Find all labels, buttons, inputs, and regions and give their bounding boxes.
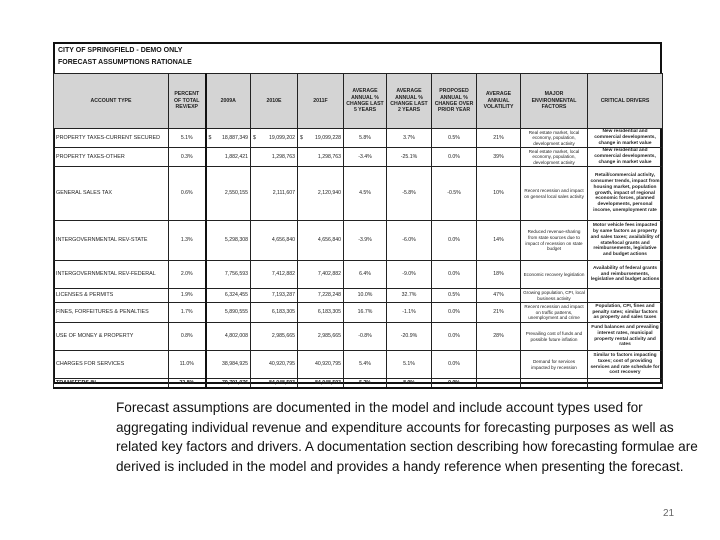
chg-5yr: 4.5% — [344, 167, 387, 221]
volatility: 39% — [477, 148, 521, 167]
col-header-env-factors: MAJOR ENVIRONMENTAL FACTORS — [521, 74, 588, 129]
critical-drivers: Similar to factors impacting taxes; cost of providing services and rate schedule for cost recovery — [588, 351, 663, 379]
env-factors: Reduced revenue-sharing from state sources due to impact of recession on state budget — [521, 221, 588, 261]
percent-of-total: 2.0% — [169, 261, 206, 289]
value-2010e: 1,298,763 — [251, 148, 298, 167]
account-type: INTERGOVERNMENTAL REV-STATE — [54, 221, 169, 261]
amount: 18,887,349 — [222, 134, 248, 141]
table-header-row — [54, 74, 663, 129]
col-header-proposed: PROPOSED ANNUAL % CHANGE OVER PRIOR YEAR — [432, 74, 477, 129]
sheet-title-line1: CITY OF SPRINGFIELD - DEMO ONLY — [58, 47, 183, 54]
value-2010e: 40,920,795 — [251, 351, 298, 379]
value-2011f: 7,228,248 — [298, 289, 344, 303]
account-type: CHARGES FOR SERVICES — [54, 351, 169, 379]
col-header-2010e: 2010E — [251, 74, 298, 129]
table-row — [54, 261, 663, 289]
account-type: GENERAL SALES TAX — [54, 167, 169, 221]
chg-5yr: 5.2% — [344, 379, 387, 388]
percent-of-total: 1.9% — [169, 289, 206, 303]
col-header-2011f: 2011F — [298, 74, 344, 129]
percent-of-total: 0.3% — [169, 148, 206, 167]
account-type: USE OF MONEY & PROPERTY — [54, 323, 169, 351]
value-2010e: 7,193,287 — [251, 289, 298, 303]
percent-of-total: 0.6% — [169, 167, 206, 221]
env-factors: Recent recession and impact on traffic patterns, unemployment and crime — [521, 303, 588, 323]
percent-of-total: 22.8% — [169, 379, 206, 388]
amount: 19,099,202 — [269, 134, 295, 141]
percent-of-total: 1.7% — [169, 303, 206, 323]
chg-2yr: 8.0% — [387, 379, 432, 388]
value-2010e: 84,048,593 — [251, 379, 298, 388]
account-type: PROPERTY TAXES-OTHER — [54, 148, 169, 167]
amount: 19,099,228 — [315, 134, 341, 141]
table-row — [54, 303, 663, 323]
volatility — [477, 351, 521, 379]
chg-2yr: -1.1% — [387, 303, 432, 323]
env-factors — [521, 379, 588, 388]
table-row — [54, 167, 663, 221]
env-factors: Economic recovery legislation — [521, 261, 588, 289]
value-2011f: 4,656,840 — [298, 221, 344, 261]
slide-body-text: Forecast assumptions are documented in the model and include account types used for aggregating individual revenue and expenditure accounts for forecasting purposes as well as related key factors and drivers. A documentation section describing how forecasting formulae are derived is included in the model and provides a handy reference when presenting the forecast. — [116, 400, 698, 474]
value-2009a: 2,550,155 — [206, 167, 251, 221]
volatility: 28% — [477, 323, 521, 351]
table-row — [54, 221, 663, 261]
value-2009a: 1,882,421 — [206, 148, 251, 167]
table-row — [54, 323, 663, 351]
forecast-table — [53, 73, 663, 389]
env-factors: Prevailing cost of funds and possible future inflation — [521, 323, 588, 351]
value-2010e — [251, 129, 298, 148]
account-type: TRANSFERS IN — [54, 379, 169, 388]
value-2009a: 5,298,308 — [206, 221, 251, 261]
col-header-2009a: 2009A — [206, 74, 251, 129]
chg-5yr: 5.8% — [344, 129, 387, 148]
critical-drivers: New residential and commercial developments, change in market value — [588, 129, 663, 148]
chg-5yr: 10.0% — [344, 289, 387, 303]
critical-drivers: Fund balances and prevailing interest rates, municipal property rental activity and rates — [588, 323, 663, 351]
critical-drivers: Availability of federal grants and reimbursements, legislative and budget actions — [588, 261, 663, 289]
value-2011f: 1,298,763 — [298, 148, 344, 167]
proposed-chg: -0.5% — [432, 167, 477, 221]
proposed-chg: 0.0% — [432, 148, 477, 167]
table-row — [54, 289, 663, 303]
critical-drivers: Motor vehicle fees impacted by same factors as property and sales taxes; availability of state/local grants and reimbursements, legislative and budget actions — [588, 221, 663, 261]
proposed-chg: 0.0% — [432, 303, 477, 323]
value-2009a: 6,324,455 — [206, 289, 251, 303]
value-2010e: 6,183,305 — [251, 303, 298, 323]
proposed-chg: 0.5% — [432, 289, 477, 303]
chg-2yr: -25.1% — [387, 148, 432, 167]
value-2011f — [298, 129, 344, 148]
chg-2yr: -9.0% — [387, 261, 432, 289]
sheet-title-line2: FORECAST ASSUMPTIONS RATIONALE — [58, 59, 192, 66]
env-factors: Growing population, CPI, local business activity — [521, 289, 588, 303]
env-factors: Recent recession and impact on general local sales activity — [521, 167, 588, 221]
value-2010e: 4,656,840 — [251, 221, 298, 261]
env-factors: Real estate market, local economy, population, development activity — [521, 129, 588, 148]
volatility: 21% — [477, 129, 521, 148]
critical-drivers: Retail/commercial activity, consumer trends, impact from housing market, population growth, impact of regional economic forces, planned developments, personal income, unemployment rate — [588, 167, 663, 221]
volatility: 18% — [477, 261, 521, 289]
chg-2yr: -5.8% — [387, 167, 432, 221]
volatility: 21% — [477, 303, 521, 323]
value-2009a — [206, 129, 251, 148]
value-2009a: 38,984,925 — [206, 351, 251, 379]
env-factors: Demand for services impacted by recession — [521, 351, 588, 379]
value-2011f: 40,920,795 — [298, 351, 344, 379]
chg-2yr: 32.7% — [387, 289, 432, 303]
col-header-critical-drivers: CRITICAL DRIVERS — [588, 74, 663, 129]
table-row — [54, 129, 663, 148]
chg-2yr: -20.9% — [387, 323, 432, 351]
critical-drivers — [588, 289, 663, 303]
value-2010e: 2,111,607 — [251, 167, 298, 221]
account-type: PROPERTY TAXES-CURRENT SECURED — [54, 129, 169, 148]
col-header-volatility: AVERAGE ANNUAL VOLATILITY — [477, 74, 521, 129]
value-2010e: 7,412,882 — [251, 261, 298, 289]
chg-5yr: 5.4% — [344, 351, 387, 379]
value-2009a: 5,890,555 — [206, 303, 251, 323]
page-number: 21 — [663, 508, 675, 519]
chg-2yr: 3.7% — [387, 129, 432, 148]
value-2011f: 2,120,940 — [298, 167, 344, 221]
account-type: FINES, FORFEITURES & PENALTIES — [54, 303, 169, 323]
spreadsheet-image — [53, 42, 662, 384]
value-2010e: 2,985,665 — [251, 323, 298, 351]
value-2009a: 7,756,593 — [206, 261, 251, 289]
value-2011f: 6,183,305 — [298, 303, 344, 323]
critical-drivers: New residential and commercial developments, change in market value — [588, 148, 663, 167]
currency-symbol: $ — [253, 134, 256, 141]
col-header-chg-5yr: AVERAGE ANNUAL % CHANGE LAST 5 YEARS — [344, 74, 387, 129]
chg-5yr: -3.4% — [344, 148, 387, 167]
value-2011f: 2,985,665 — [298, 323, 344, 351]
chg-5yr: 6.4% — [344, 261, 387, 289]
chg-2yr: 5.1% — [387, 351, 432, 379]
proposed-chg: 0.5% — [432, 129, 477, 148]
proposed-chg: 0.0% — [432, 323, 477, 351]
percent-of-total: 0.8% — [169, 323, 206, 351]
account-type: LICENSES & PERMITS — [54, 289, 169, 303]
col-header-percent: PERCENT OF TOTAL REV/EXP — [169, 74, 206, 129]
proposed-chg: 0.0% — [432, 261, 477, 289]
proposed-chg: 0.0% — [432, 379, 477, 388]
currency-symbol: $ — [208, 134, 212, 141]
col-header-account-type: ACCOUNT TYPE — [54, 74, 169, 129]
col-header-chg-2yr: AVERAGE ANNUAL % CHANGE LAST 2 YEARS — [387, 74, 432, 129]
value-2009a: 79,791,076 — [206, 379, 251, 388]
table-row — [54, 351, 663, 379]
account-type: INTERGOVERNMENTAL REV-FEDERAL — [54, 261, 169, 289]
volatility: 10% — [477, 167, 521, 221]
value-2009a: 4,802,008 — [206, 323, 251, 351]
table-row — [54, 379, 663, 388]
critical-drivers — [588, 379, 663, 388]
chg-2yr: -6.0% — [387, 221, 432, 261]
volatility — [477, 379, 521, 388]
percent-of-total: 1.3% — [169, 221, 206, 261]
value-2011f: 84,048,593 — [298, 379, 344, 388]
chg-5yr: -0.8% — [344, 323, 387, 351]
percent-of-total: 11.0% — [169, 351, 206, 379]
critical-drivers: Population, CPI, fines and penalty rates; similar factors as property and sales taxes — [588, 303, 663, 323]
chg-5yr: -3.9% — [344, 221, 387, 261]
percent-of-total: 5.1% — [169, 129, 206, 148]
table-row — [54, 148, 663, 167]
value-2011f: 7,402,882 — [298, 261, 344, 289]
volatility: 47% — [477, 289, 521, 303]
currency-symbol: $ — [300, 134, 303, 141]
volatility: 14% — [477, 221, 521, 261]
proposed-chg: 0.0% — [432, 351, 477, 379]
chg-5yr: 16.7% — [344, 303, 387, 323]
proposed-chg: 0.0% — [432, 221, 477, 261]
env-factors: Real estate market, local economy, population, development activity — [521, 148, 588, 167]
